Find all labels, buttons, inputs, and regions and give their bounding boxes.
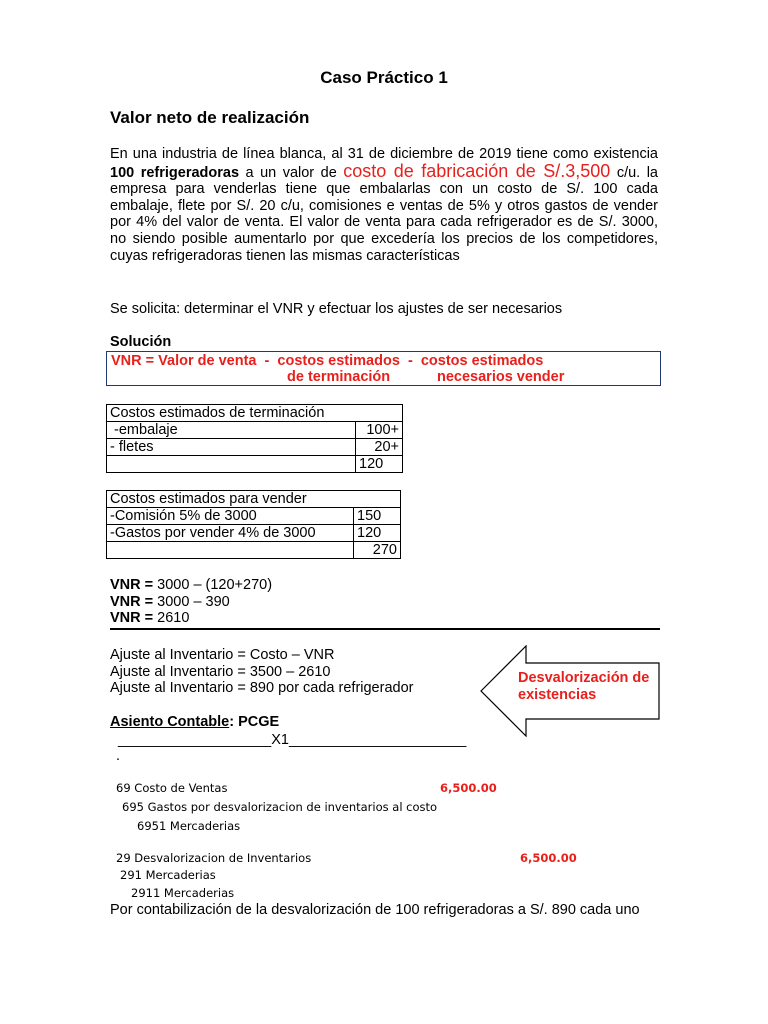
adjustment-line: Ajuste al Inventario = 3500 – 2610 <box>110 663 331 680</box>
table-cell-value: 150 <box>354 508 401 525</box>
asiento-label: Asiento Contable <box>110 714 230 730</box>
entry-account-29: 29 Desvalorizacion de Inventarios <box>116 851 312 865</box>
table-cell-label: - fletes <box>107 439 356 456</box>
table-cell-value: 270 <box>354 542 401 559</box>
termination-costs-table <box>106 404 403 473</box>
vnr-line <box>110 610 658 627</box>
vnr-calculation <box>110 577 658 627</box>
problem-statement <box>110 146 658 264</box>
statement-red-cost: costo de fabricación de S/.3,500 <box>343 160 611 181</box>
journal-date-line: ___________________X1______________________ <box>118 732 467 748</box>
table-header-row <box>107 405 403 422</box>
table-header: Costos estimados para vender <box>107 491 401 508</box>
adjustment-line: Ajuste al Inventario = Costo – VNR <box>110 647 335 663</box>
table-row <box>107 525 401 542</box>
table-row <box>107 422 403 439</box>
table-cell-label: -Gastos por vender 4% de 3000 <box>107 525 354 542</box>
entry-account-291: 291 Mercaderias <box>120 868 216 882</box>
vnr-value: 2610 <box>153 610 190 627</box>
vnr-label: VNR = <box>110 577 154 593</box>
arrow-label <box>518 670 649 704</box>
table-cell-label <box>107 456 356 473</box>
statement-bold-quantity: 100 refrigeradoras <box>110 164 240 181</box>
formula-line-1: VNR = Valor de venta - costos estimados - costos estimados <box>111 353 544 369</box>
vnr-label: VNR = <box>110 593 154 610</box>
vnr-label: VNR = <box>110 610 154 627</box>
table-cell-value: 20+ <box>356 439 403 456</box>
table-row <box>107 456 403 473</box>
table-row <box>107 542 401 559</box>
adjustment-line: Ajuste al Inventario = 890 por cada refrigerador <box>110 680 414 697</box>
selling-costs-table <box>106 490 401 559</box>
arrow-label-line-2: existencias <box>518 687 597 703</box>
page-title: Caso Práctico 1 <box>320 68 448 87</box>
formula-line-2b: necesarios vender <box>437 369 565 385</box>
table-cell-value: 120 <box>354 525 401 542</box>
table-cell-value: 100+ <box>356 422 403 439</box>
vnr-line <box>110 594 658 611</box>
closing-note: Por contabilización de la desvalorización de 100 refrigeradoras a S/. 890 cada uno <box>110 902 640 918</box>
solution-label: Solución <box>110 334 172 350</box>
horizontal-divider <box>110 628 660 630</box>
entry-account-2911: 2911 Mercaderias <box>131 886 235 900</box>
statement-part-1: En una industria de línea blanca, al 31 de diciembre de 2019 tiene como existencia <box>110 146 658 162</box>
entry-account-69: 69 Costo de Ventas <box>116 781 228 795</box>
request-text: Se solicita: determinar el VNR y efectuar los ajustes de ser necesarios <box>110 301 563 317</box>
table-cell-label: -Comisión 5% de 3000 <box>107 508 354 525</box>
formula-line-2a: de terminación <box>287 369 391 385</box>
table-row <box>107 439 403 456</box>
table-cell-label: -embalaje <box>107 422 356 439</box>
entry-debit-amount: 6,500.00 <box>440 781 497 795</box>
vnr-line <box>110 577 658 594</box>
table-row <box>107 508 401 525</box>
journal-dot: . <box>116 748 121 764</box>
statement-part-2: a un valor de <box>239 164 344 181</box>
vnr-value: 3000 – 390 <box>153 593 230 610</box>
section-subtitle: Valor neto de realización <box>110 108 310 127</box>
arrow-label-line-1: Desvalorización de <box>518 670 650 686</box>
journal-entry-heading <box>110 714 658 731</box>
entry-account-695: 695 Gastos por desvalorizacion de inventarios al costo <box>122 800 438 814</box>
statement-part-3: c/u. la empresa para venderlas tiene que embalarlas con un costo de S/. 100 cada embalaje, flete por S/. 20 c/u, comisiones e ventas de 5% y otros gastos de vender por 4% del valor de venta. El valor de venta para cada refrigerador es de S/. 3000, no siendo posible aumentarlo por que excedería los precios de los competidores, cuyas refrigeradoras tienen las mismas características <box>110 164 658 264</box>
asiento-suffix: : PCGE <box>229 714 280 730</box>
entry-account-6951: 6951 Mercaderias <box>137 819 241 833</box>
table-header: Costos estimados de terminación <box>107 405 403 422</box>
entry-credit-amount: 6,500.00 <box>520 851 577 865</box>
table-cell-value: 120 <box>356 456 403 473</box>
vnr-value: 3000 – (120+270) <box>153 577 273 593</box>
vnr-formula-box <box>106 351 661 386</box>
table-cell-label <box>107 542 354 559</box>
table-header-row <box>107 491 401 508</box>
